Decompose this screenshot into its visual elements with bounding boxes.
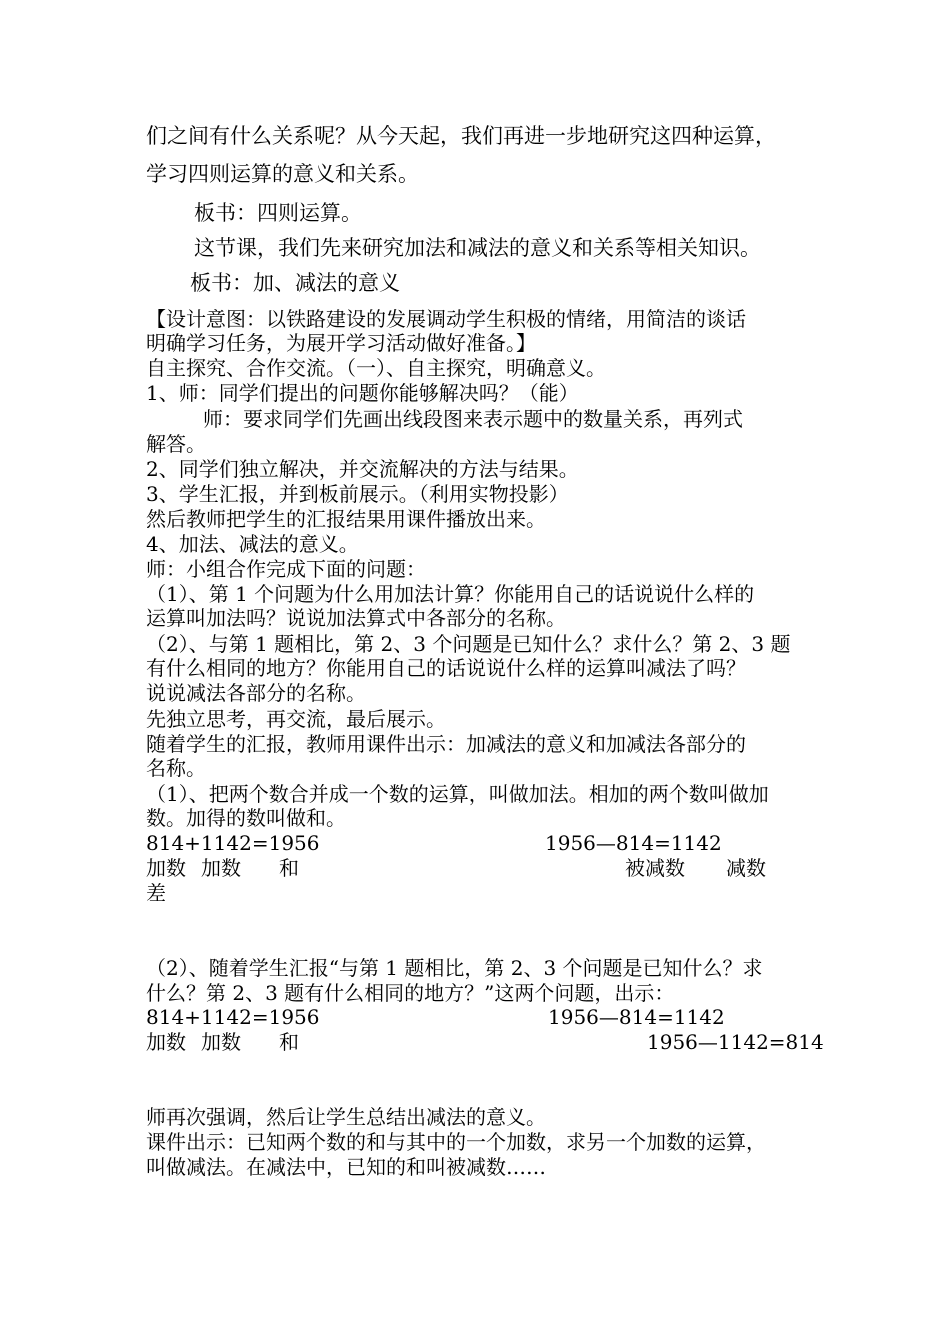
design-line-2: 明确学习任务，为展开学习活动做好准备。】: [146, 331, 536, 355]
intro-line-1: 们之间有什么关系呢？从今天起，我们再进一步地研究这四种运算，: [146, 124, 776, 148]
explore-line-1: 自主探究、合作交流。（一）、自主探究，明确意义。: [146, 356, 606, 380]
label-subtrahend: 减数: [726, 856, 766, 880]
part2-line-2: 什么？第 2、3 题有什么相同的地方？”这两个问题，出示：: [146, 981, 675, 1005]
board-note-2: 板书：加、减法的意义: [190, 271, 400, 295]
label-minuend: 被减数: [625, 856, 685, 880]
board-note-1: 板书：四则运算。: [194, 201, 362, 225]
label-sum-b: 和: [279, 1030, 299, 1054]
explore-line-18: （1）、把两个数合并成一个数的运算，叫做加法。相加的两个数叫做加: [146, 782, 769, 806]
subtraction-equation-2: 1956—814=1142: [548, 1005, 725, 1029]
closing-line-2: 课件出示：已知两个数的和与其中的一个加数，求另一个加数的运算，: [146, 1130, 766, 1154]
label-addend-1: 加数: [146, 856, 186, 880]
subtraction-equation-3: 1956—1142=814: [647, 1030, 824, 1054]
label-sum: 和: [279, 856, 299, 880]
explore-line-6: 3、学生汇报，并到板前展示。（利用实物投影）: [146, 482, 569, 506]
explore-line-13: 有什么相同的地方？你能用自己的话说说什么样的运算叫减法了吗？: [146, 656, 746, 680]
explore-line-8: 4、加法、减法的意义。: [146, 532, 359, 556]
explore-line-14: 说说减法各部分的名称。: [146, 681, 366, 705]
explore-line-3: 师：要求同学们先画出线段图来表示题中的数量关系，再列式: [203, 407, 743, 431]
subtraction-equation: 1956—814=1142: [545, 831, 722, 855]
explore-line-17: 名称。: [146, 756, 206, 780]
explore-line-19: 数。加得的数叫做和。: [146, 806, 346, 830]
explore-line-7: 然后教师把学生的汇报结果用课件播放出来。: [146, 507, 546, 531]
explore-line-10: （1）、第 1 个问题为什么用加法计算？你能用自己的话说说什么样的: [146, 582, 755, 606]
lesson-intro: 这节课，我们先来研究加法和减法的意义和关系等相关知识。: [194, 236, 761, 260]
label-addend-2: 加数: [201, 856, 241, 880]
explore-line-5: 2、同学们独立解决，并交流解决的方法与结果。: [146, 457, 579, 481]
label-difference: 差: [146, 881, 166, 905]
label-addend-2b: 加数: [201, 1030, 241, 1054]
part2-line-1: （2）、随着学生汇报“与第 1 题相比，第 2、3 个问题是已知什么？求: [146, 956, 763, 980]
addition-equation: 814+1142=1956: [146, 831, 320, 855]
explore-line-15: 先独立思考，再交流，最后展示。: [146, 707, 446, 731]
explore-line-12: （2）、与第 1 题相比，第 2、3 个问题是已知什么？求什么？第 2、3 题: [146, 632, 791, 656]
explore-line-11: 运算叫加法吗？说说加法算式中各部分的名称。: [146, 606, 566, 630]
intro-line-2: 学习四则运算的意义和关系。: [146, 162, 419, 186]
explore-line-9: 师：小组合作完成下面的问题：: [146, 557, 426, 581]
explore-line-2: 1、师：同学们提出的问题你能够解决吗？（能）: [146, 381, 579, 405]
design-line-1: 【设计意图：以铁路建设的发展调动学生积极的情绪，用简洁的谈话: [146, 307, 746, 331]
addition-equation-2: 814+1142=1956: [146, 1005, 320, 1029]
explore-line-4: 解答。: [146, 432, 206, 456]
explore-line-16: 随着学生的汇报，教师用课件出示：加减法的意义和加减法各部分的: [146, 732, 746, 756]
label-addend-1b: 加数: [146, 1030, 186, 1054]
closing-line-3: 叫做减法。在减法中，已知的和叫被减数……: [146, 1155, 546, 1179]
closing-line-1: 师再次强调，然后让学生总结出减法的意义。: [146, 1105, 546, 1129]
